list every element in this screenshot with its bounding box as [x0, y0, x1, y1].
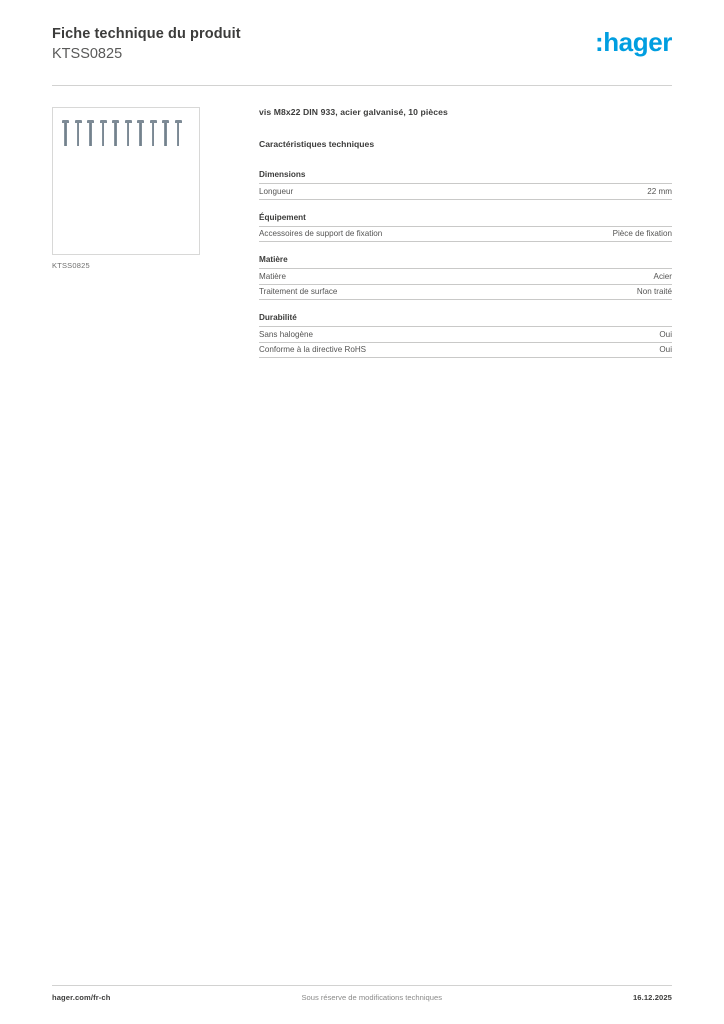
table-row: [259, 326, 672, 342]
screw-icon: [100, 120, 107, 146]
product-name: vis M8x22 DIN 933, acier galvanisé, 10 pièces: [259, 107, 448, 118]
table-row: [259, 226, 672, 243]
spec-value: Pièce de fixation: [612, 229, 672, 239]
page-content: [52, 86, 672, 358]
screw-icon: [125, 120, 132, 146]
table-row: [259, 284, 672, 301]
spec-group-title: Matière: [259, 255, 288, 265]
spec-label: Traitement de surface: [259, 287, 338, 297]
table-row: [259, 268, 672, 284]
screw-icon: [137, 120, 144, 146]
page-title: Fiche technique du produit: [52, 26, 241, 42]
spec-value: Acier: [653, 271, 672, 281]
spec-group-title: Dimensions: [259, 170, 306, 180]
spec-group-title: Durabilité: [259, 313, 297, 323]
footer-date: 16.12.2025: [632, 993, 672, 1002]
screw-icon: [112, 120, 119, 146]
spec-group-equipement: [259, 213, 672, 243]
spec-groups: [259, 170, 672, 358]
hager-logo: :hager: [594, 27, 672, 57]
screw-icon: [75, 120, 82, 146]
product-spec-column: [200, 107, 672, 358]
tech-characteristics-heading: Caractéristiques techniques: [259, 139, 375, 150]
screw-icon: [150, 120, 157, 146]
table-row: [259, 342, 672, 359]
screw-icon: [87, 120, 94, 146]
footer-disclaimer: Sous réserve de modifications techniques: [301, 993, 442, 1002]
table-row: [259, 183, 672, 200]
spec-label: Longueur: [259, 186, 294, 196]
spec-value: Non traité: [636, 287, 672, 297]
footer-website-link[interactable]: hager.com/fr-ch: [52, 993, 111, 1002]
spec-group-matiere: [259, 255, 672, 300]
page-footer: [52, 985, 672, 1002]
screw-icon: [175, 120, 182, 146]
title-block: [52, 25, 241, 63]
product-image-column: [52, 107, 200, 358]
product-image-caption: KTSS0825: [52, 261, 90, 271]
spec-group-durabilite: [259, 313, 672, 358]
spec-label: Sans halogène: [259, 329, 314, 339]
spec-label: Conforme à la directive RoHS: [259, 345, 367, 355]
screw-icon: [162, 120, 169, 146]
spec-group-title: Équipement: [259, 212, 306, 222]
product-reference: KTSS0825: [52, 46, 123, 63]
page-header: [52, 0, 672, 63]
spec-value: Oui: [659, 329, 672, 339]
spec-label: Accessoires de support de fixation: [259, 229, 383, 239]
spec-label: Matière: [259, 271, 286, 281]
screw-icon: [62, 120, 69, 146]
spec-group-dimensions: [259, 170, 672, 200]
spec-value: Oui: [659, 345, 672, 355]
product-image-frame: [52, 107, 200, 255]
screws-row-image: [62, 120, 182, 146]
spec-value: 22 mm: [647, 186, 672, 196]
